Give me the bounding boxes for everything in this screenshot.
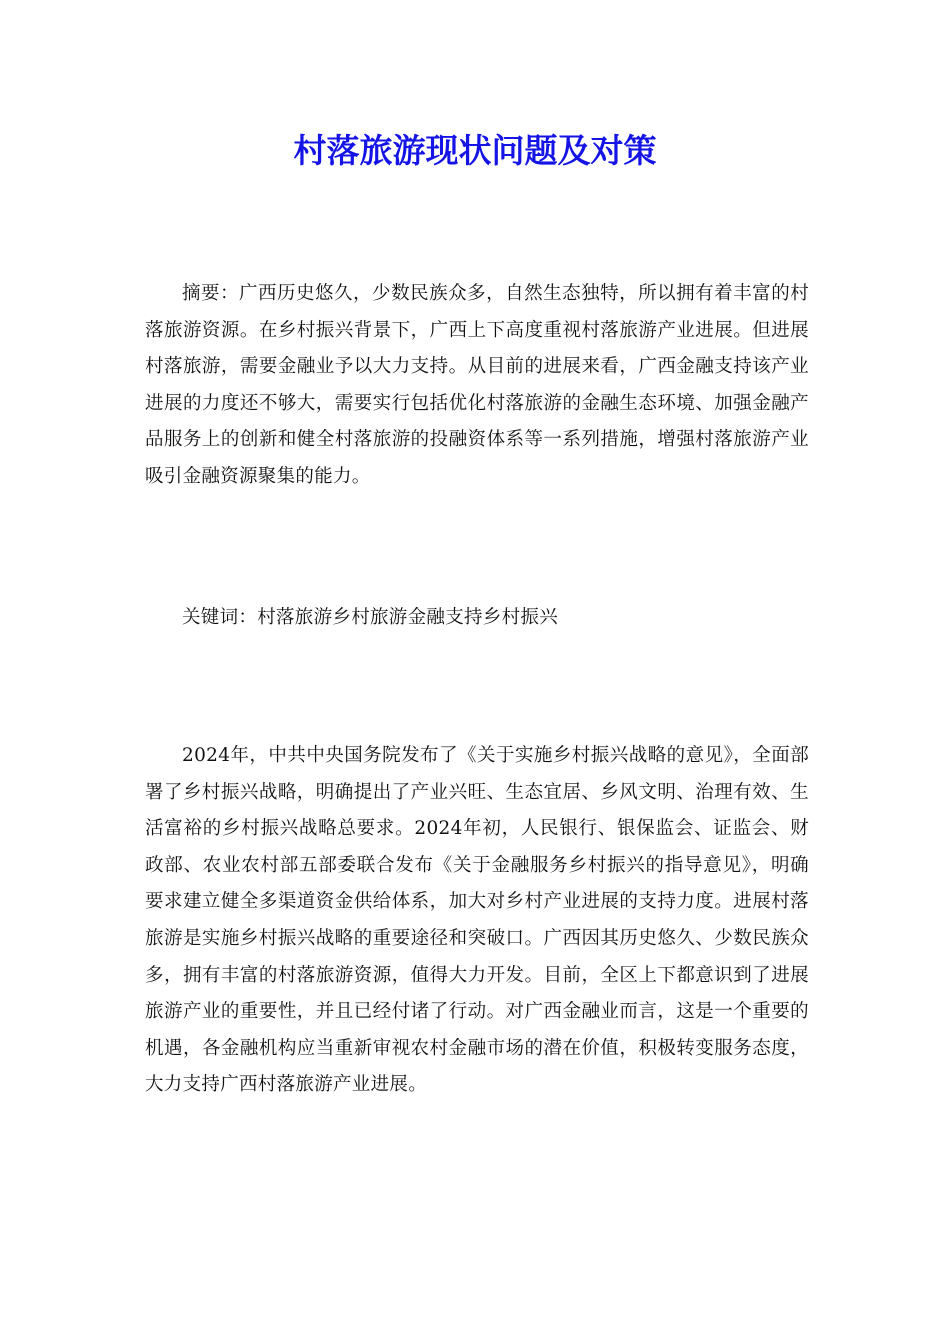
document-title: 村落旅游现状问题及对策 [293,131,657,170]
abstract-paragraph: 摘要：广西历史悠久，少数民族众多，自然生态独特，所以拥有着丰富的村落旅游资源。在乡村振兴背景下，广西上下高度重视村落旅游产业进展。但进展村落旅游，需要金融业予以大力支持。从目前的进展来看，广西金融支持该产业进展的力度还不够大，需要实行包括优化村落旅游的金融生态环境、加强金融产品服务上的创新和健全村落旅游的投融资体系等一系列措施，增强村落旅游产业吸引金融资源聚集的能力。 [145,283,809,487]
keywords-line: 关键词：村落旅游乡村旅游金融支持乡村振兴 [182,607,559,628]
body-paragraph: 2024年，中共中央国务院发布了《关于实施乡村振兴战略的意见》，全面部署了乡村振兴战略，明确提出了产业兴旺、生态宜居、乡风文明、治理有效、生活富裕的乡村振兴战略总要求。2024年初，人民银行、银保监会、证监会、财政部、农业农村部五部委联合发布《关于金融服务乡村振兴的指导意见》，明确要求建立健全多渠道资金供给体系，加大对乡村产业进展的支持力度。进展村落旅游是实施乡村振兴战略的重要途径和突破口。广西因其历史悠久、少数民族众多，拥有丰富的村落旅游资源，值得大力开发。目前，全区上下都意识到了进展旅游产业的重要性，并且已经付诸了行动。对广西金融业而言，这是一个重要的机遇，各金融机构应当重新审视农村金融市场的潜在价值，积极转变服务态度，大力支持广西村落旅游产业进展。 [145,745,809,1096]
